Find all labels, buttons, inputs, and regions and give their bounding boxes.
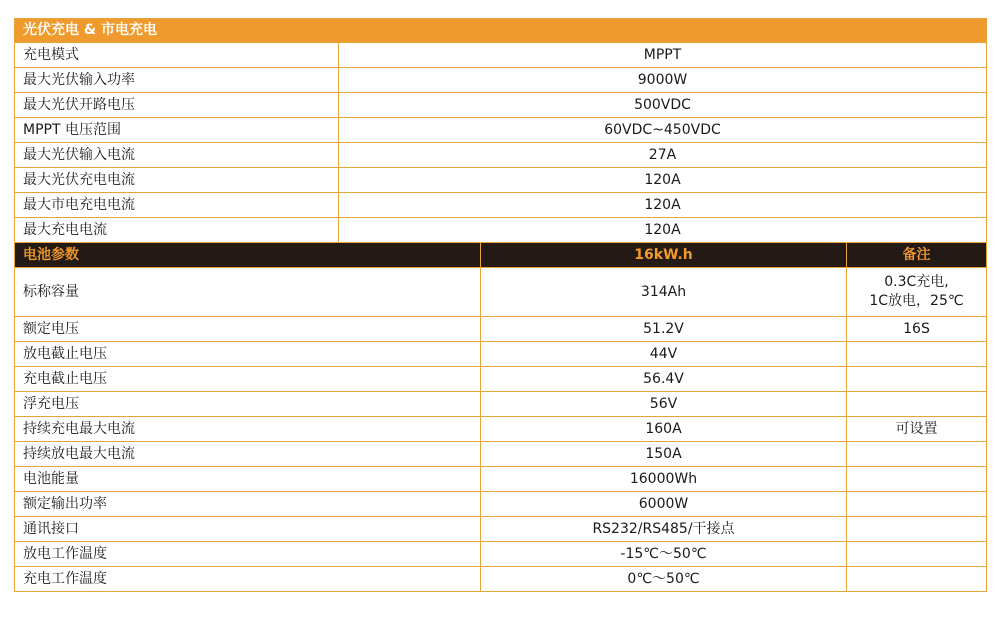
row-note — [847, 442, 987, 467]
table-row — [15, 43, 987, 68]
table-row — [15, 567, 987, 592]
row-label: MPPT 电压范围 — [15, 118, 339, 143]
battery-header-row — [15, 243, 987, 268]
row-note — [847, 542, 987, 567]
table-row — [15, 168, 987, 193]
row-label: 最大光伏输入功率 — [15, 68, 339, 93]
row-label: 最大光伏输入电流 — [15, 143, 339, 168]
row-value: -15℃～50℃ — [481, 542, 847, 567]
row-label: 充电截止电压 — [15, 367, 481, 392]
row-label: 最大光伏开路电压 — [15, 93, 339, 118]
spec-sheet — [14, 18, 986, 592]
table-row — [15, 93, 987, 118]
row-label: 放电截止电压 — [15, 342, 481, 367]
row-label: 持续放电最大电流 — [15, 442, 481, 467]
row-value: 160A — [481, 417, 847, 442]
row-value: 314Ah — [481, 268, 847, 317]
row-value: 150A — [481, 442, 847, 467]
row-note — [847, 392, 987, 417]
row-value: 120A — [339, 218, 987, 243]
table-row — [15, 268, 987, 317]
table-row — [15, 317, 987, 342]
row-label: 额定输出功率 — [15, 492, 481, 517]
row-label: 最大市电充电电流 — [15, 193, 339, 218]
row-value: 56.4V — [481, 367, 847, 392]
row-label: 电池能量 — [15, 467, 481, 492]
row-note — [847, 367, 987, 392]
row-value: 500VDC — [339, 93, 987, 118]
row-value: 6000W — [481, 492, 847, 517]
row-value: 120A — [339, 168, 987, 193]
battery-header-label: 电池参数 — [15, 243, 481, 268]
row-label: 最大光伏充电电流 — [15, 168, 339, 193]
row-value: MPPT — [339, 43, 987, 68]
table-row — [15, 342, 987, 367]
section-title-row — [15, 19, 987, 43]
table-row — [15, 442, 987, 467]
row-note — [847, 467, 987, 492]
section-title: 光伏充电 & 市电充电 — [15, 19, 987, 43]
row-value: 51.2V — [481, 317, 847, 342]
table-row — [15, 193, 987, 218]
row-note: 16S — [847, 317, 987, 342]
table-row — [15, 218, 987, 243]
row-note — [847, 517, 987, 542]
row-note — [847, 342, 987, 367]
table-row — [15, 517, 987, 542]
row-label: 充电工作温度 — [15, 567, 481, 592]
row-label: 额定电压 — [15, 317, 481, 342]
row-note — [847, 492, 987, 517]
row-value: 0℃～50℃ — [481, 567, 847, 592]
row-label: 充电模式 — [15, 43, 339, 68]
row-value: 9000W — [339, 68, 987, 93]
row-label: 浮充电压 — [15, 392, 481, 417]
row-note — [847, 567, 987, 592]
table-row — [15, 143, 987, 168]
table-row — [15, 118, 987, 143]
row-value: RS232/RS485/干接点 — [481, 517, 847, 542]
row-note-line: 0.3C充电, — [884, 274, 949, 291]
table-row — [15, 492, 987, 517]
table-row — [15, 392, 987, 417]
row-note — [847, 268, 987, 317]
table-row — [15, 417, 987, 442]
battery-header-note: 备注 — [847, 243, 987, 268]
table-row — [15, 467, 987, 492]
row-label: 持续充电最大电流 — [15, 417, 481, 442]
row-label: 最大充电电流 — [15, 218, 339, 243]
row-value: 120A — [339, 193, 987, 218]
battery-header-value: 16kW.h — [481, 243, 847, 268]
row-label: 通讯接口 — [15, 517, 481, 542]
row-value: 56V — [481, 392, 847, 417]
row-note: 可设置 — [847, 417, 987, 442]
row-value: 16000Wh — [481, 467, 847, 492]
row-value: 27A — [339, 143, 987, 168]
row-label: 标称容量 — [15, 268, 481, 317]
table-row — [15, 367, 987, 392]
table-row — [15, 68, 987, 93]
row-note-line: 1C放电，25℃ — [869, 293, 964, 309]
row-label: 放电工作温度 — [15, 542, 481, 567]
charging-spec-table — [14, 18, 987, 243]
battery-spec-table — [14, 242, 987, 592]
row-value: 60VDC~450VDC — [339, 118, 987, 143]
row-value: 44V — [481, 342, 847, 367]
table-row — [15, 542, 987, 567]
